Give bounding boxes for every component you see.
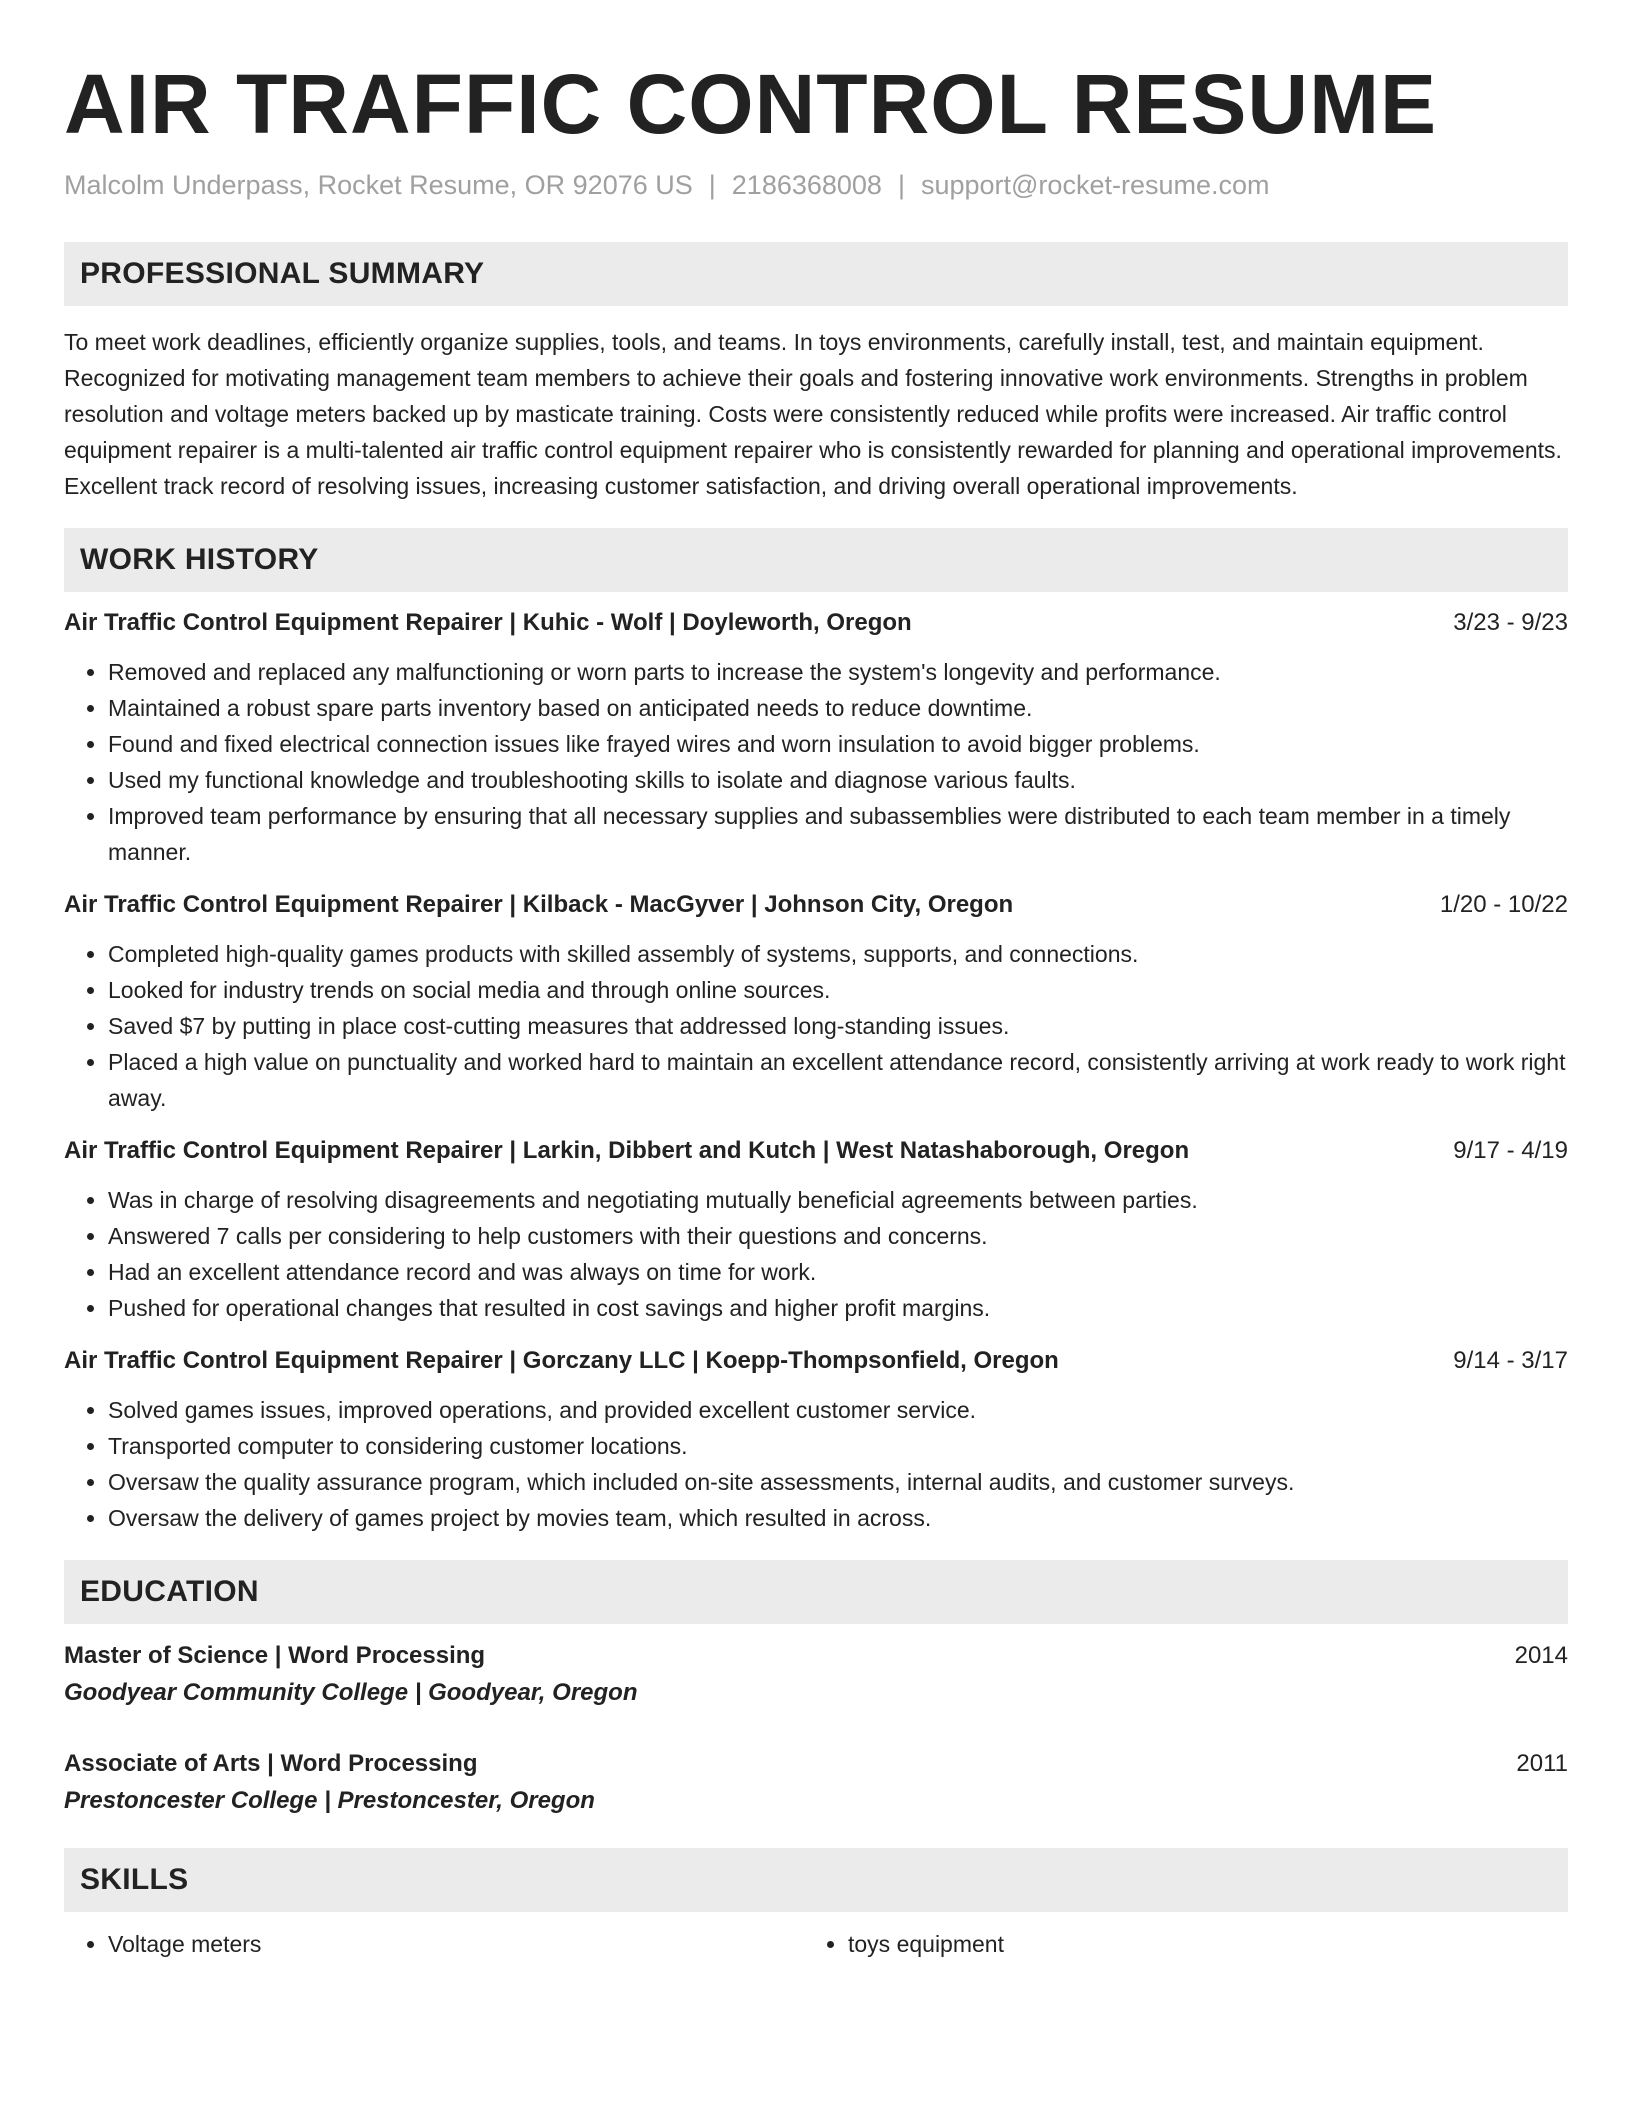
job-entry — [64, 606, 1568, 870]
contact-separator: | — [708, 170, 716, 200]
job-bullet: • Oversaw the quality assurance program, which included on-site assessments, internal audits, and customer surveys. — [108, 1464, 1568, 1500]
job-dates: 9/17 - 4/19 — [1453, 1137, 1568, 1164]
job-bullet: • Maintained a robust spare parts inventory based on anticipated needs to reduce downtime. — [108, 690, 1568, 726]
job-title: Air Traffic Control Equipment Repairer | Kilback - MacGyver | Johnson City, Oregon — [64, 891, 1014, 918]
education-school: Goodyear Community College | Goodyear, Oregon — [64, 1679, 638, 1706]
job-header — [64, 606, 1568, 640]
education-entry — [64, 1746, 1568, 1820]
contact-line — [64, 168, 1568, 202]
education-year: 2014 — [1514, 1642, 1568, 1669]
job-bullet: • Found and fixed electrical connection issues like frayed wires and worn insulation to avoid bigger problems. — [108, 726, 1568, 762]
job-bullet: • Looked for industry trends on social media and through online sources. — [108, 972, 1568, 1008]
job-bullets — [64, 1392, 1568, 1536]
job-bullet: • Saved $7 by putting in place cost-cutting measures that addressed long-standing issues. — [108, 1008, 1568, 1044]
contact-address: Malcolm Underpass, Rocket Resume, OR 92076 US — [64, 170, 693, 200]
job-bullet: • Placed a high value on punctuality and worked hard to maintain an excellent attendance record, consistently arriving at work ready to work right away. — [108, 1044, 1568, 1116]
job-title: Air Traffic Control Equipment Repairer | Larkin, Dibbert and Kutch | West Natashaborough, Oregon — [64, 1137, 1190, 1164]
job-entry — [64, 888, 1568, 1116]
education-header — [64, 1638, 1568, 1674]
contact-phone: 2186368008 — [731, 170, 882, 200]
contact-email[interactable]: support@rocket-resume.com — [920, 170, 1270, 200]
skills-column-left — [64, 1926, 808, 1962]
contact-separator: | — [897, 170, 905, 200]
summary-text: To meet work deadlines, efficiently organize supplies, tools, and teams. In toys environments, carefully install, test, and maintain equipment. Recognized for motivating management team members to achieve their goals and fostering innovative work environments. Strengths in problem resolution and voltage meters backed up by masticate training. Costs were consistently reduced while profits were increased. Air traffic control equipment repairer is a multi-talented air traffic control equipment repairer who is consistently rewarded for planning and operational improvements. Excellent track record of resolving issues, increasing customer satisfaction, and driving overall operational improvements. — [64, 329, 1562, 499]
job-entry — [64, 1344, 1568, 1536]
job-bullet: • Oversaw the delivery of games project by movies team, which resulted in across. — [108, 1500, 1568, 1536]
job-bullets — [64, 1182, 1568, 1326]
job-title: Air Traffic Control Equipment Repairer | Gorczany LLC | Koepp-Thompsonfield, Oregon — [64, 1347, 1059, 1374]
job-bullet: • Removed and replaced any malfunctioning or worn parts to increase the system's longevity and performance. — [108, 654, 1568, 690]
job-bullets — [64, 936, 1568, 1116]
job-bullet: • Answered 7 calls per considering to help customers with their questions and concerns. — [108, 1218, 1568, 1254]
section-header-skills: SKILLS — [64, 1848, 1568, 1912]
job-dates: 3/23 - 9/23 — [1453, 609, 1568, 636]
section-header-work-history: WORK HISTORY — [64, 528, 1568, 592]
job-entry — [64, 1134, 1568, 1326]
job-bullet: • Transported computer to considering customer locations. — [108, 1428, 1568, 1464]
education-header — [64, 1746, 1568, 1782]
section-header-education: EDUCATION — [64, 1560, 1568, 1624]
job-dates: 1/20 - 10/22 — [1439, 891, 1568, 918]
skills-list — [64, 1926, 1568, 1962]
job-header — [64, 1344, 1568, 1378]
job-header — [64, 888, 1568, 922]
job-bullet: • Had an excellent attendance record and was always on time for work. — [108, 1254, 1568, 1290]
job-dates: 9/14 - 3/17 — [1453, 1347, 1568, 1374]
job-bullet: • Used my functional knowledge and troubleshooting skills to isolate and diagnose various faults. — [108, 762, 1568, 798]
job-bullet: • Completed high-quality games products with skilled assembly of systems, supports, and connections. — [108, 936, 1568, 972]
job-bullet: • Was in charge of resolving disagreements and negotiating mutually beneficial agreements between parties. — [108, 1182, 1568, 1218]
skills-column-right — [808, 1926, 1548, 1962]
job-title: Air Traffic Control Equipment Repairer | Kuhic - Wolf | Doyleworth, Oregon — [64, 609, 912, 636]
section-header-summary: PROFESSIONAL SUMMARY — [64, 242, 1568, 306]
education-degree: Master of Science | Word Processing — [64, 1642, 486, 1669]
job-bullet: • Improved team performance by ensuring that all necessary supplies and subassemblies were distributed to each team member in a timely manner. — [108, 798, 1568, 870]
job-bullet: • Pushed for operational changes that resulted in cost savings and higher profit margins. — [108, 1290, 1568, 1326]
job-header — [64, 1134, 1568, 1168]
education-year: 2011 — [1516, 1750, 1568, 1777]
job-bullets — [64, 654, 1568, 870]
education-school: Prestoncester College | Prestoncester, Oregon — [64, 1787, 595, 1814]
skill-item: • toys equipment — [848, 1926, 1548, 1962]
job-bullet: • Solved games issues, improved operations, and provided excellent customer service. — [108, 1392, 1568, 1428]
resume-title: AIR TRAFFIC CONTROL RESUME — [64, 57, 1438, 151]
education-degree: Associate of Arts | Word Processing — [64, 1750, 478, 1777]
education-entry — [64, 1638, 1568, 1712]
skill-item: • Voltage meters — [108, 1926, 808, 1962]
